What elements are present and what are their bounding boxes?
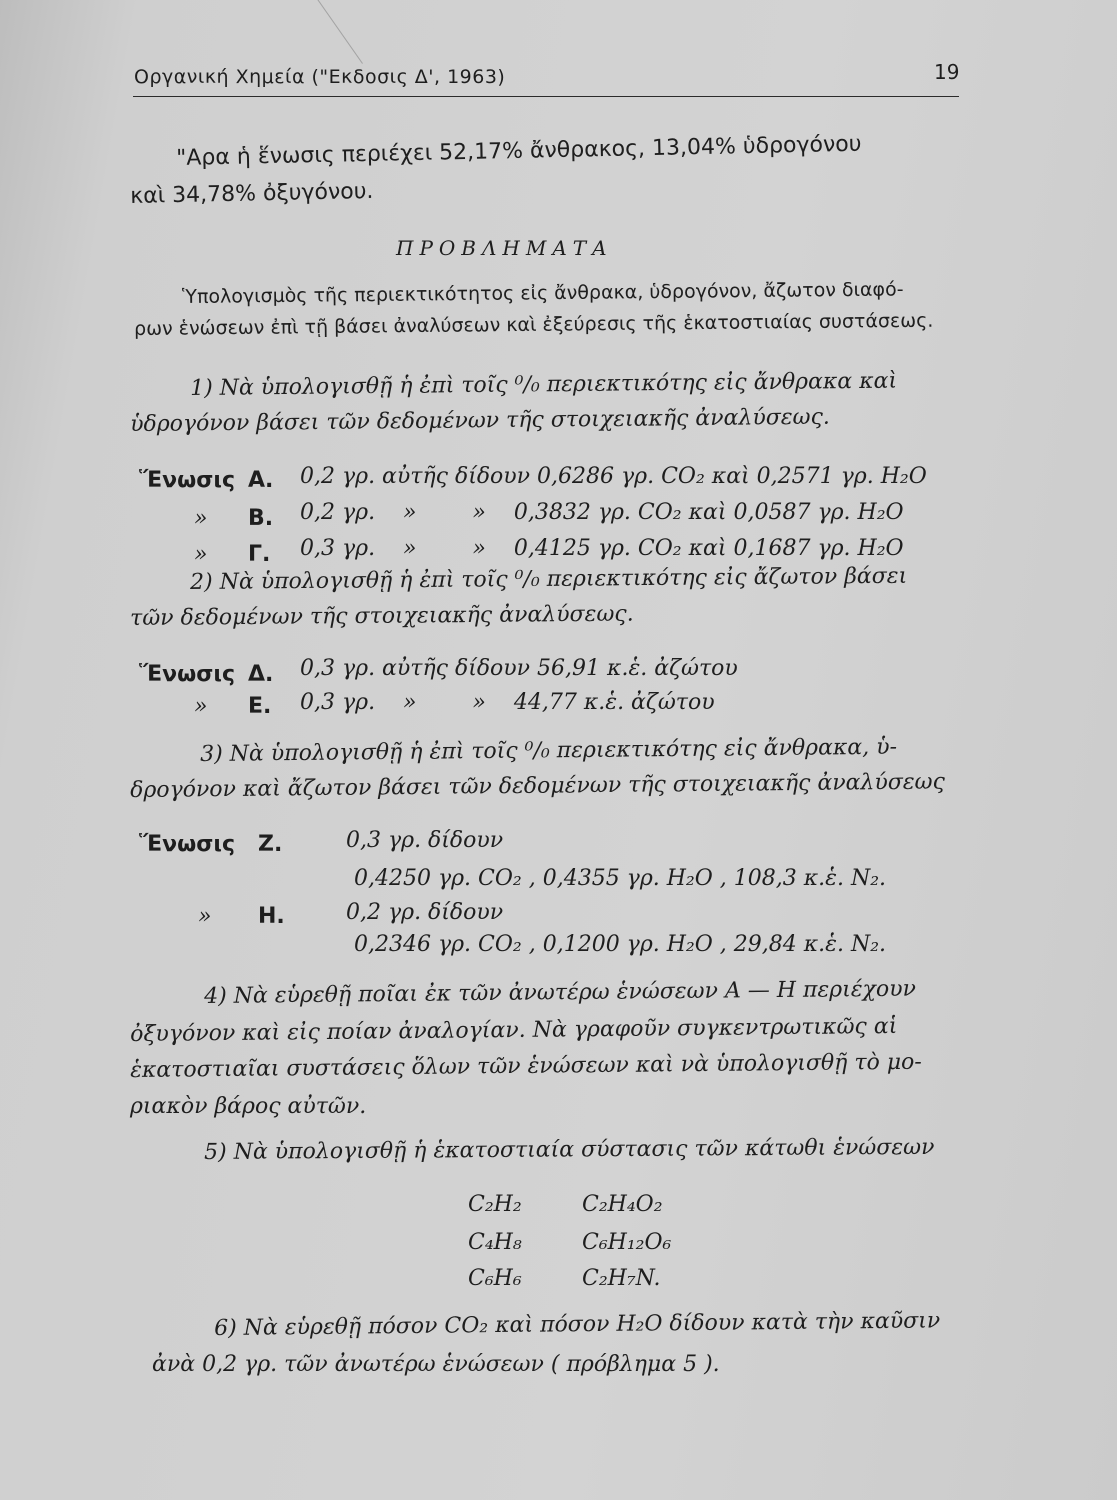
- intro-line-2: καὶ 34,78% ὀξυγόνου.: [130, 178, 374, 209]
- compound-e-data: 0,3 γρ. » » 44,77 κ.ἑ. ἀζώτου: [300, 690, 715, 715]
- problem1-line-2: ὑδρογόνον βάσει τῶν δεδομένων τῆς στοιχειακῆς ἀναλύσεως.: [130, 404, 830, 437]
- compound-h-line-b: 0,2346 γρ. CO₂ , 0,1200 γρ. H₂O , 29,84 κ.ἑ. N₂.: [354, 932, 887, 957]
- compound-h-line-a: 0,2 γρ. δίδουν: [346, 900, 504, 925]
- problem2-line-2: τῶν δεδομένων τῆς στοιχειακῆς ἀναλύσεως.: [130, 601, 634, 631]
- page-number: 19: [934, 60, 960, 84]
- compound-c-letter: Γ.: [248, 542, 271, 567]
- compound-b-label: »: [194, 506, 208, 531]
- compound-z-letter: Ζ.: [258, 832, 283, 857]
- compound-h-letter: Η.: [258, 904, 285, 929]
- compound-a-label: Ἕνωσις: [139, 468, 236, 493]
- problem2-line-1: 2) Νὰ ὑπολογισθῇ ἡ ἐπὶ τοῖς ⁰/₀ περιεκτικότης εἰς ἄζωτον βάσει: [190, 563, 908, 595]
- compound-h-label: »: [198, 904, 212, 929]
- problem6-line-2: ἀνὰ 0,2 γρ. τῶν ἀνωτέρω ἑνώσεων ( πρόβλημα 5 ).: [152, 1352, 720, 1377]
- problem4-line-3: ἑκατοστιαῖαι συστάσεις ὅλων τῶν ἑνώσεων καὶ νὰ ὑπολογισθῇ τὸ μο-: [130, 1049, 922, 1083]
- section-title: ΠΡΟΒΛΗΜΑΤΑ: [396, 236, 613, 260]
- subtitle-line-2: ρων ἑνώσεων ἐπὶ τῇ βάσει ἀναλύσεων καὶ ἐξεύρεσις τῆς ἑκατοστιαίας συστάσεως.: [134, 309, 934, 340]
- compound-c-label: »: [194, 542, 208, 567]
- compound-d-label: Ἕνωσις: [139, 662, 236, 687]
- formula-c2h7n: C₂H₇N.: [582, 1266, 661, 1291]
- formula-c6h6: C₆H₆: [468, 1266, 522, 1291]
- formula-c2h4o2: C₂H₄O₂: [582, 1192, 663, 1217]
- problem3-line-1: 3) Νὰ ὑπολογισθῇ ἡ ἐπὶ τοῖς ⁰/₀ περιεκτικότης εἰς ἄνθρακα, ὑ-: [200, 734, 898, 767]
- header-rule: [133, 96, 959, 97]
- compound-z-line-b: 0,4250 γρ. CO₂ , 0,4355 γρ. H₂O , 108,3 κ.ἑ. N₂.: [354, 866, 887, 891]
- formula-c6h12o6: C₆H₁₂O₆: [582, 1230, 672, 1255]
- compound-d-data: 0,3 γρ. αὐτῆς δίδουν 56,91 κ.ἑ. ἀζώτου: [300, 656, 738, 681]
- problem4-line-2: ὀξυγόνον καὶ εἰς ποίαν ἀναλογίαν. Νὰ γραφοῦν συγκεντρωτικῶς αἱ: [130, 1013, 898, 1047]
- compound-e-label: »: [194, 694, 208, 719]
- compound-a-letter: Α.: [248, 468, 274, 493]
- problem1-line-1: 1) Νὰ ὑπολογισθῇ ἡ ἐπὶ τοῖς ⁰/₀ περιεκτικότης εἰς ἄνθρακα καὶ: [190, 368, 898, 401]
- compound-c-data: 0,3 γρ. » » 0,4125 γρ. CO₂ καὶ 0,1687 γρ. H₂O: [300, 536, 904, 561]
- running-header-title: Οργανική Χημεία ("Εκδοσις Δ', 1963): [134, 66, 506, 88]
- compound-b-data: 0,2 γρ. » » 0,3832 γρ. CO₂ καὶ 0,0587 γρ. H₂O: [300, 500, 904, 525]
- problem6-line-1: 6) Νὰ εὑρεθῇ πόσον CO₂ καὶ πόσον H₂O δίδουν κατὰ τὴν καῦσιν: [214, 1308, 941, 1341]
- compound-a-data: 0,2 γρ. αὐτῆς δίδουν 0,6286 γρ. CO₂ καὶ 0,2571 γρ. H₂O: [300, 464, 927, 489]
- problem5-line-1: 5) Νὰ ὑπολογισθῇ ἡ ἑκατοστιαία σύστασις τῶν κάτωθι ἑνώσεων: [204, 1134, 935, 1165]
- intro-line-1: "Αρα ἡ ἕνωσις περιέχει 52,17% ἄνθρακος, 13,04% ὑδρογόνου: [176, 131, 862, 171]
- problem4-line-1: 4) Νὰ εὑρεθῇ ποῖαι ἐκ τῶν ἀνωτέρω ἑνώσεων Α — Η περιέχουν: [204, 976, 917, 1009]
- problem3-line-2: δρογόνον καὶ ἄζωτον βάσει τῶν δεδομένων τῆς στοιχειακῆς ἀναλύσεως: [130, 769, 946, 803]
- compound-z-line-a: 0,3 γρ. δίδουν: [346, 828, 504, 853]
- formula-c4h8: C₄H₈: [468, 1230, 522, 1255]
- compound-e-letter: Ε.: [248, 694, 272, 719]
- subtitle-line-1: Ὑπολογισμὸς τῆς περιεκτικότητος εἰς ἄνθρακα, ὑδρογόνον, ἄζωτον διαφό-: [182, 278, 904, 308]
- compound-d-letter: Δ.: [248, 662, 274, 687]
- formula-c2h2: C₂H₂: [468, 1192, 522, 1217]
- compound-z-label: Ἕνωσις: [139, 832, 236, 857]
- problem4-line-4: ριακὸν βάρος αὐτῶν.: [130, 1094, 367, 1119]
- compound-b-letter: Β.: [248, 506, 274, 531]
